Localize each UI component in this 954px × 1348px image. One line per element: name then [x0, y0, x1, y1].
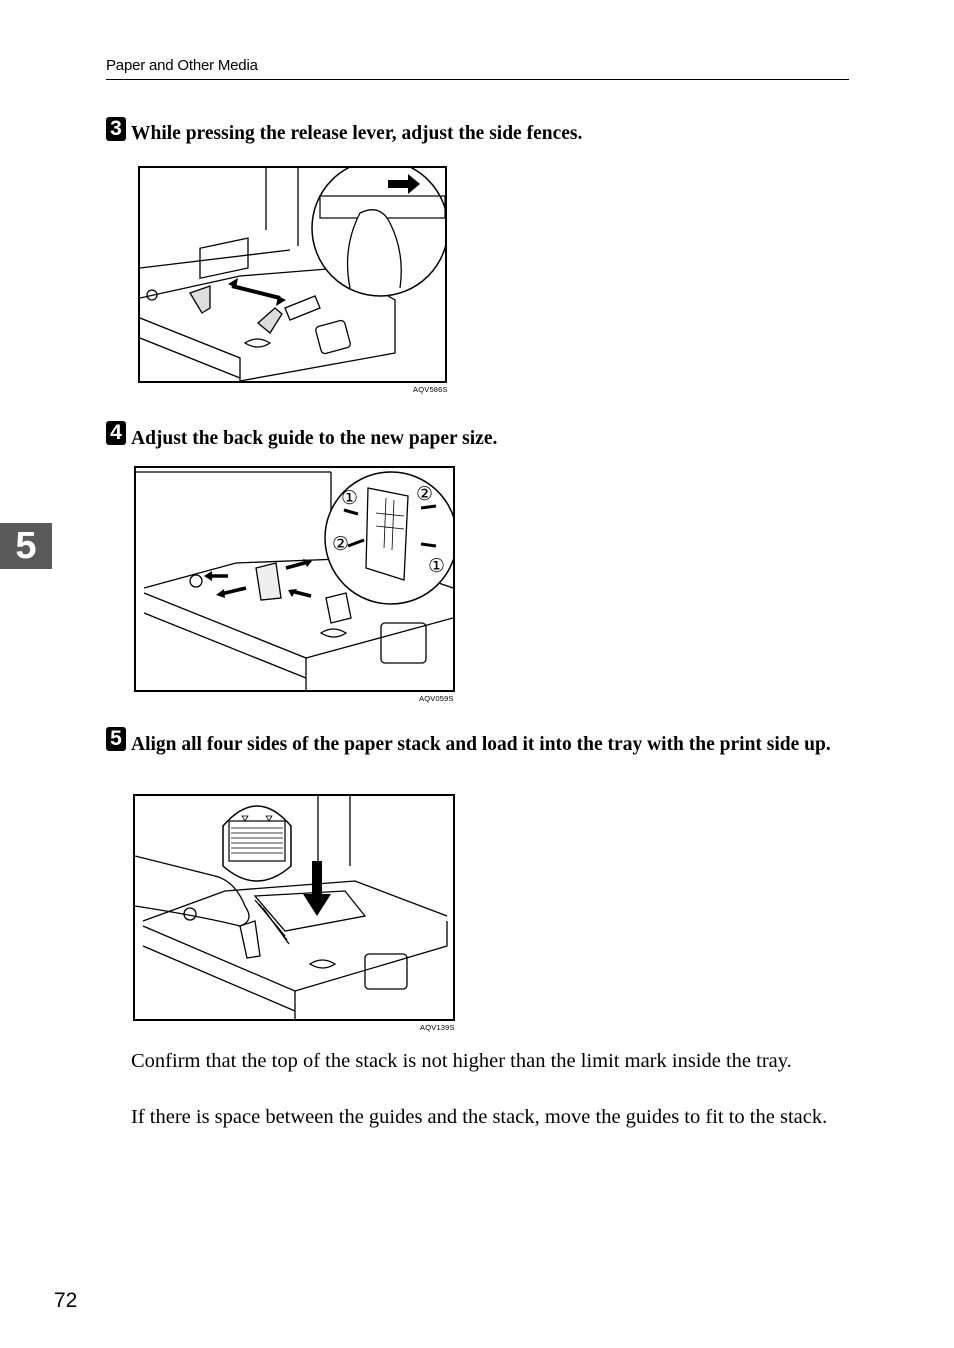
page-number: 72: [54, 1289, 78, 1312]
paragraph-limit-mark: Confirm that the top of the stack is not higher than the limit mark inside the tray.: [131, 1050, 792, 1072]
figure-code: AQV059S: [419, 694, 454, 703]
step-3-instruction: While pressing the release lever, adjust the side fences.: [131, 123, 583, 144]
callout-1-top: ①: [341, 487, 359, 509]
side-fences-illustration: [140, 168, 445, 381]
step-5-instruction: Align all four sides of the paper stack and load it into the tray with the print side up.: [131, 734, 831, 755]
callout-1-bottom: ①: [428, 555, 446, 577]
figure-side-fences: [138, 166, 447, 383]
running-header: Paper and Other Media: [106, 57, 258, 74]
callout-2-top: ②: [416, 483, 434, 505]
chapter-tab: 5: [0, 523, 52, 569]
step-5-badge: 5: [106, 727, 126, 751]
back-guide-illustration: [136, 468, 453, 690]
paragraph-guide-fit: If there is space between the guides and the stack, move the guides to fit to the stack.: [131, 1106, 828, 1128]
figure-back-guide: [134, 466, 455, 692]
load-paper-illustration: [135, 796, 453, 1019]
figure-code: AQV586S: [413, 385, 448, 394]
step-3-badge: 3: [106, 117, 126, 141]
figure-code: AQV139S: [420, 1023, 455, 1032]
header-rule: [106, 79, 849, 80]
step-4-badge: 4: [106, 421, 126, 445]
figure-load-paper: [133, 794, 455, 1021]
callout-2-bottom: ②: [332, 533, 350, 555]
step-4-instruction: Adjust the back guide to the new paper size.: [131, 428, 498, 449]
